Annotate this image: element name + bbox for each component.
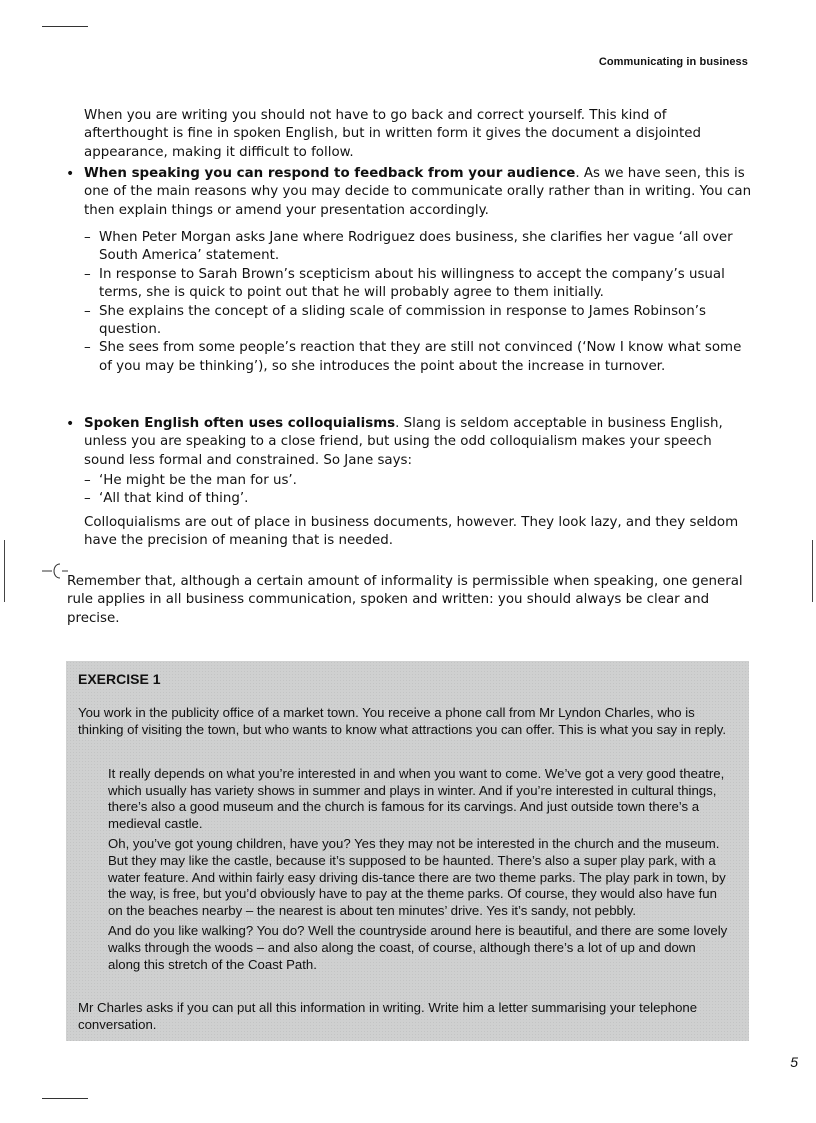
list-item: – When Peter Morgan asks Jane where Rodriguez does business, she clarifies her vague ‘all over South America’ statement. — [84, 230, 733, 264]
bullet-feedback-heading: When speaking you can respond to feedback from your audience — [84, 166, 576, 181]
list-item: – She sees from some people’s reaction that they are still not convinced (‘Now I know what some of you may be thinking’), so she introduces the point about the increase in turnover. — [84, 340, 742, 374]
feedback-examples-list — [84, 229, 754, 376]
crop-mark-top-left — [42, 26, 88, 27]
list-item: – ‘He might be the man for us’. — [84, 472, 754, 490]
exercise-task: Mr Charles asks if you can put all this information in writing. Write him a letter summarising your telephone conversation. — [78, 1000, 698, 1032]
dash-marker: – — [84, 473, 91, 488]
bullet-feedback-text: . As we have seen, this is one of the main reasons why you may decide to communicate orally rather than in writing. You can then explain things or amend your presentation accordingly. — [84, 166, 752, 218]
exercise-intro: You work in the publicity office of a market town. You receive a phone call from Mr Lyndon Charles, who is thinking of visiting the town, but who wants to know what attractions you can offer. This is what you say in reply. — [78, 705, 726, 737]
colloquialism-examples-list — [84, 472, 754, 509]
exercise-box — [66, 661, 749, 1041]
exercise-dialogue — [108, 766, 730, 977]
bullet-feedback — [66, 165, 754, 220]
list-item: – ‘All that kind of thing’. — [84, 490, 754, 508]
dash-marker: – — [84, 303, 91, 319]
registration-mark-left — [4, 540, 5, 602]
remember-paragraph: Remember that, although a certain amount of informality is permissible when speaking, one general rule applies in all business communication, spoken and written: you should always be clear and precise. — [67, 574, 743, 626]
dash-marker: – — [84, 230, 91, 245]
dialogue-paragraph: It really depends on what you’re interested in and when you want to come. We’ve got a very good theatre, which usually has variety shows in summer and plays in winter. And if you’re interested in cultural things, there’s also a good museum and the church is famous for its carvings. And just outside town there’s a medieval castle. — [108, 766, 725, 831]
bullet-colloquialisms-text: . Slang is seldom acceptable in business English, unless you are speaking to a close friend, but using the odd colloquialism makes your speech sound less formal and constrained. So Jane says: — [84, 416, 723, 468]
intro-paragraph: When you are writing you should not have to go back and correct yourself. This kind of afterthought is fine in spoken English, but in written form it gives the document a disjointed appearance, making it difficult to follow. — [84, 108, 701, 160]
registration-mark-right — [812, 540, 813, 602]
colloquialisms-note: Colloquialisms are out of place in business documents, however. They look lazy, and they seldom have the precision of meaning that is needed. — [84, 515, 739, 549]
bullet-colloquialisms — [66, 415, 754, 470]
margin-note-icon — [40, 560, 70, 582]
list-item: – In response to Sarah Brown’s scepticism about his willingness to accept the company’s usual terms, she is quick to point out that he will probably agree to them initially. — [84, 266, 725, 301]
bullet-colloquialisms-heading: Spoken English often uses colloquialisms — [84, 416, 396, 431]
running-header: Communicating in business — [598, 56, 748, 68]
dash-marker: – — [84, 491, 91, 507]
exercise-title: EXERCISE 1 — [78, 671, 161, 687]
bullet-marker: • — [66, 166, 75, 182]
dialogue-paragraph: And do you like walking? You do? Well the countryside around here is beautiful, and there are some lovely walks through the woods – and also along the coast, of course, although there’s a lot of up and down along this stretch of the Coast Path. — [108, 923, 728, 972]
dash-marker: – — [84, 340, 91, 356]
bullet-marker: • — [66, 416, 75, 432]
page-number: 5 — [790, 1054, 798, 1070]
crop-mark-bottom-left — [42, 1098, 88, 1099]
dash-marker: – — [84, 266, 91, 282]
dialogue-paragraph: Oh, you’ve got young children, have you? Yes they may not be interested in the church and the museum. But they may like the castle, because it’s supposed to be haunted. There’s also a super play park, with a water feature. And within fairly easy driving dis-tance there are two theme parks. The play park in town, by the way, is free, but you’d obviously have to pay at the theme parks. Of course, they would also have fun on the beaches nearby – the nearest is about ten minutes’ drive. Yes it’s sandy, not pebbly. — [108, 836, 726, 918]
list-item: – She explains the concept of a sliding scale of commission in response to James Robinson’s question. — [84, 303, 706, 338]
